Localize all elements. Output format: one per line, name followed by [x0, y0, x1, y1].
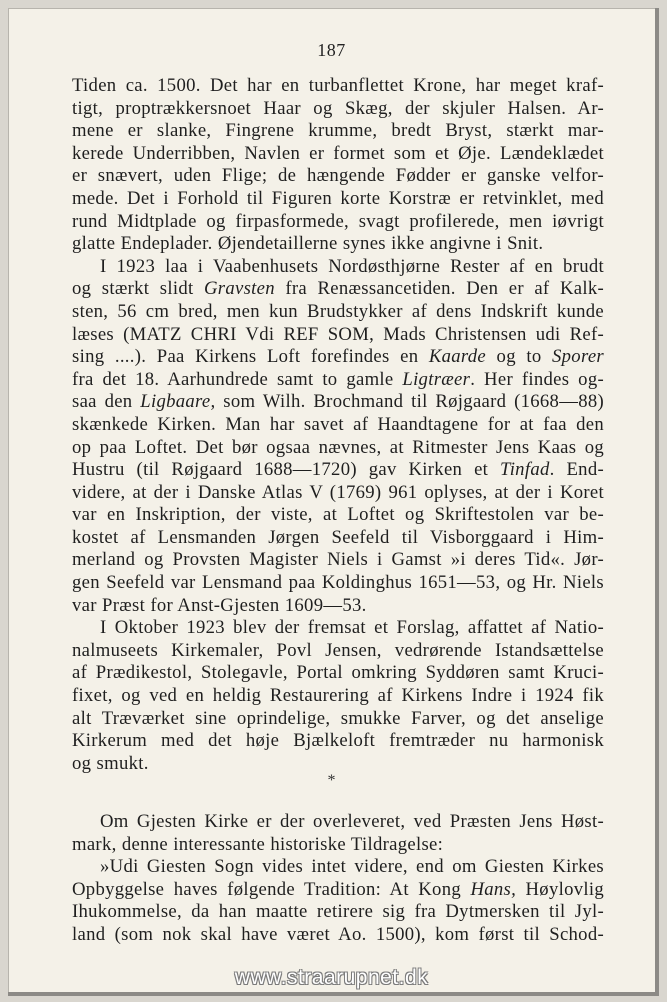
- text-line: Ihukommelse, da han maatte retirere sig fra Dytmersken til Jyl-: [72, 901, 604, 923]
- page-number: 187: [317, 40, 346, 60]
- story-text: [72, 811, 604, 947]
- text-run: . End-: [549, 459, 604, 481]
- text-line: var Præst for Anst-Gjesten 1609—53.: [72, 594, 367, 616]
- text-line: I 1923 laa i Vaabenhusets Nordøsthjørne Rester af en brudt: [100, 255, 604, 277]
- text-line: er snævert, uden Flige; de hængende Fødder er ganske velfor-: [72, 165, 604, 187]
- text-line: [72, 346, 604, 369]
- text-line: alt Træværket sine oprindelige, smukke Farver, og det anselige: [72, 707, 604, 729]
- main-text: [72, 75, 604, 775]
- text-line: nalmuseets Kirkemaler, Povl Jensen, vedrørende Istandsættelse: [72, 639, 604, 661]
- text-run: Høylovlig: [516, 878, 605, 900]
- text-run: fra Renæssancetiden. Den er af Kalk-: [274, 278, 604, 300]
- paragraph-1: [72, 75, 604, 256]
- text-run: og to: [486, 346, 553, 368]
- text-line: land (som nok skal have været Ao. 1500), kom først til Schod-: [72, 923, 604, 945]
- text-run: fra det 18. Aarhundrede samt to gamle: [72, 368, 403, 390]
- paragraph-2: [72, 256, 604, 618]
- text-line: skænkede Kirken. Man har savet af Haandtagene for at faa den: [72, 413, 604, 435]
- text-line: og smukt.: [72, 752, 149, 774]
- text-line: læses (MATZ CHRI Vdi REF SOM, Mads Christensen udi Ref-: [72, 323, 604, 345]
- book-page: [8, 8, 659, 996]
- italic-term: Sporer: [552, 346, 604, 368]
- text-line: mede. Det i Forhold til Figuren korte Korstræ er retvinklet, med: [72, 187, 604, 209]
- text-line: mark, denne interessante historiske Tildragelse:: [72, 833, 444, 855]
- text-run: . Her findes og-: [470, 368, 604, 390]
- text-line: merland og Provsten Magister Niels i Gamst »i deres Tid«. Jør-: [72, 549, 604, 571]
- text-line: [72, 369, 604, 392]
- italic-term: Ligtræer: [402, 368, 471, 390]
- text-run: Hustru (til Røjgaard 1688—1720) gav Kirken et: [72, 459, 501, 481]
- text-line: [72, 278, 604, 301]
- text-line: videre, at der i Danske Atlas V (1769) 961 oplyses, at der i Koret: [72, 481, 604, 503]
- italic-term: Gravsten: [203, 278, 275, 300]
- italic-term: Tinfad: [500, 459, 550, 481]
- text-run: og stærkt slidt: [72, 278, 204, 300]
- text-run: Opbyggelse haves følgende Tradition: At Kong: [72, 878, 471, 900]
- section-separator: *: [327, 772, 336, 789]
- text-line: var en Inskription, der viste, at Loftet og Skriftestolen var be-: [72, 504, 604, 526]
- text-run: sing ....). Paa Kirkens Loft forefindes en: [72, 346, 429, 368]
- text-line: Kirkerum med det høje Bjælkeloft fremtræder nu harmonisk: [72, 730, 604, 752]
- text-line: Om Gjesten Kirke er der overleveret, ved Præsten Jens Høst-: [100, 811, 604, 832]
- italic-term: Hans,: [470, 878, 517, 900]
- text-line: af Prædikestol, Stolegavle, Portal omkring Syddøren samt Kruci-: [72, 662, 604, 684]
- paragraph-5: [72, 856, 604, 946]
- text-line: Tiden ca. 1500. Det har en turbanflettet Krone, har meget kraf-: [72, 75, 604, 96]
- text-line: rund Midtplade og firpasformede, svagt profilerede, men iøvrigt: [72, 210, 604, 232]
- paragraph-3: [72, 617, 604, 775]
- text-line: gen Seefeld var Lensmand paa Koldinghus 1651—53, og Hr. Niels: [72, 572, 604, 594]
- text-run: saa den: [72, 391, 141, 413]
- text-line: »Udi Giesten Sogn vides intet videre, end om Giesten Kirkes: [100, 856, 604, 878]
- text-line: tigt, proptrækkersnoet Haar og Skæg, der skjuler Halsen. Ar-: [72, 97, 604, 119]
- text-line: op paa Loftet. Det bør ogsaa nævnes, at Ritmester Jens Kaas og: [72, 436, 604, 458]
- text-line: kostet af Lensmanden Jørgen Seefeld til Visborggaard i Him-: [72, 526, 604, 548]
- text-line: fixet, og ved en heldig Restaurering af Kirkens Indre i 1924 fik: [72, 685, 604, 707]
- website-watermark: www.straarupnet.dk: [234, 966, 429, 989]
- italic-term: Kaarde: [428, 346, 487, 368]
- paragraph-4: [72, 811, 604, 856]
- text-line: glatte Endeplader. Øjendetaillerne synes ikke angivne i Snit.: [72, 233, 544, 255]
- text-line: [72, 879, 604, 902]
- text-line: mene er slanke, Fingrene krumme, bredt Bryst, stærkt mar-: [72, 120, 604, 142]
- italic-term: Ligbaare,: [140, 391, 216, 413]
- text-run: som Wilh. Brochmand til Røjgaard (1668—88): [215, 391, 604, 413]
- text-line: [72, 391, 604, 414]
- text-line: sten, 56 cm bred, men kun Brudstykker af dens Indskrift kunde: [72, 300, 604, 322]
- text-line: kerede Underribben, Navlen er formet som et Øje. Lændeklædet: [72, 142, 604, 164]
- text-line: I Oktober 1923 blev der fremsat et Forslag, affattet af Natio-: [100, 617, 604, 639]
- text-line: [72, 459, 604, 482]
